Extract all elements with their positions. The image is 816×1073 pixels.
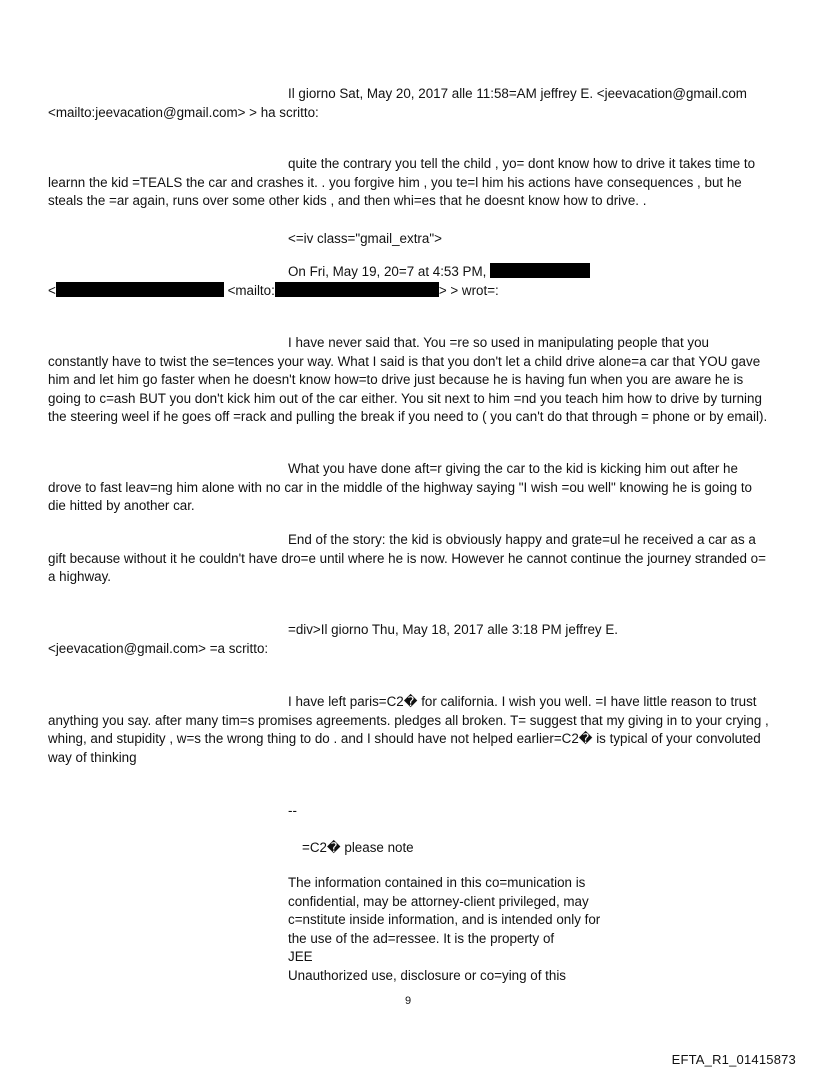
on-fri-line: On Fri, May 19, 20=7 at 4:53 PM, — [288, 263, 590, 281]
para-end-of-story: End of the story: the kid is obviously happy and grate=ul he received a car as a gift because without it he couldn't have dro=e until where he is now. However he cannot continue the journey stranded o= a highway. — [48, 532, 766, 585]
please-note-line: =C2� please note — [302, 840, 414, 855]
para-what-you-have-done: What you have done aft=r giving the car to the kid is kicking him out after he drove to fast leav=ng him alone with no car in the middle of the highway saying "I wish =ou well" knowing he is going to die hitted by another car. — [48, 461, 752, 514]
disclaimer-line: Unauthorized use, disclosure or co=ying of this — [288, 967, 567, 983]
para-left-paris: I have left paris=C2� for california. I wish you well. =I have little reason to trust anything you say. after many tim=s promises agreements. pledges all broken. T= suggest that my giving in to your crying , whing, and stupidity , w=s the wrong thing to do . and I should have not helped earlier=C2� is typical of your convoluted way of thinking — [48, 694, 769, 765]
redaction-box — [275, 282, 439, 297]
gmail-extra-div: <=iv class="gmail_extra"> — [288, 231, 442, 246]
quoted-header-sat: Il giorno Sat, May 20, 2017 alle 11:58=AM jeffrey E. <jeevacation@gmail.com <mailto:jeevacation@gmail.com> > ha scritto: — [48, 86, 747, 120]
redaction-box — [56, 282, 224, 297]
disclaimer-line: The information contained in this co=munication is — [288, 875, 586, 890]
on-fri-address-line: < <mailto: > > wrot=: — [48, 283, 499, 298]
document-id: EFTA_R1_01415873 — [671, 1052, 796, 1067]
disclaimer-line: the use of the ad=ressee. It is the property of — [288, 930, 555, 946]
disclaimer-block — [288, 874, 628, 986]
disclaimer-line: c=nstitute inside information, and is intended only for — [288, 912, 601, 928]
signature-separator: -- — [288, 803, 297, 818]
disclaimer-line: confidential, may be attorney-client privileged, may — [288, 893, 589, 909]
redaction-box — [490, 263, 590, 278]
reply-quite-the-contrary: quite the contrary you tell the child , yo= dont know how to drive it takes time to learnn the kid =TEALS the car and crashes it. . you forgive him , you te=l him his actions have consequences , but he steals the =ar again, runs over some other kids , and then whi=es that he doesnt know how to drive. . — [48, 156, 756, 209]
para-never-said: I have never said that. You =re so used in manipulating people that you constantly have to twist the se=tences your way. What I said is that you don't let a child drive alone=a car that YOU gave him and let him go faster when he doesn't know how=to drive just because he is having fun when you are aware he is going to c=ash BUT you don't kick him out of the car either. You sit next to him =nd you teach him how to drive by turning the steering weel if he goes off =rack and pulling the break if you need to ( you can't do that through = phone or by email). — [48, 335, 768, 425]
quoted-header-thu: =div>Il giorno Thu, May 18, 2017 alle 3:18 PM jeffrey E. <jeevacation@gmail.com> =a scritto: — [48, 622, 618, 656]
page-number: 9 — [404, 995, 412, 1007]
disclaimer-line: JEE — [288, 949, 313, 965]
